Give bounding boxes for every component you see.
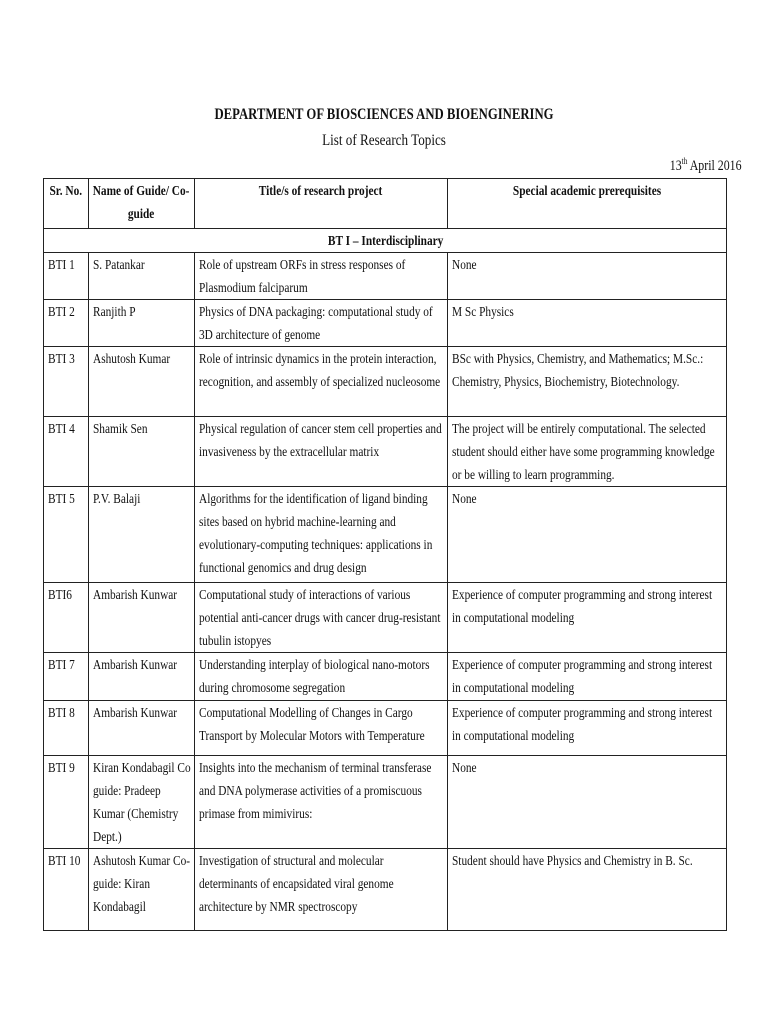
date-suffix: th (682, 156, 688, 166)
table-row (44, 417, 727, 487)
cell-sr: BTI 3 (44, 347, 89, 417)
cell-title: Algorithms for the identification of ligand binding sites based on hybrid machine-learning and evolutionary-computing techniques: applications in functional genomics and drug design (195, 487, 448, 583)
document-subtitle: List of Research Topics (322, 132, 446, 149)
cell-guide: Ambarish Kunwar (89, 653, 195, 701)
cell-guide: Ambarish Kunwar (89, 583, 195, 653)
cell-guide: S. Patankar (89, 253, 195, 300)
table-row (44, 756, 727, 849)
column-header-sr: Sr. No. (44, 179, 89, 229)
cell-sr: BTI 5 (44, 487, 89, 583)
table-row (44, 300, 727, 347)
cell-guide: Kiran Kondabagil Co guide: Pradeep Kumar (Chemistry Dept.) (89, 756, 195, 849)
cell-sr: BTI 8 (44, 701, 89, 756)
table-header-row (44, 179, 727, 229)
cell-title: Role of upstream ORFs in stress responses of Plasmodium falciparum (195, 253, 448, 300)
date-day: 13 (670, 158, 683, 174)
research-topics-table (43, 178, 727, 931)
cell-prereq: Experience of computer programming and strong interest in computational modeling (448, 653, 727, 701)
cell-sr: BTI 7 (44, 653, 89, 701)
table-row (44, 849, 727, 931)
cell-guide: Ranjith P (89, 300, 195, 347)
cell-sr: BTI 2 (44, 300, 89, 347)
cell-title: Role of intrinsic dynamics in the protein interaction, recognition, and assembly of specialized nucleosome (195, 347, 448, 417)
table-row (44, 583, 727, 653)
cell-prereq: None (448, 253, 727, 300)
cell-prereq: M Sc Physics (448, 300, 727, 347)
department-title: DEPARTMENT OF BIOSCIENCES AND BIOENGINERING (214, 106, 554, 123)
cell-guide: Shamik Sen (89, 417, 195, 487)
section-row (44, 229, 727, 253)
cell-prereq: None (448, 756, 727, 849)
table-row (44, 347, 727, 417)
cell-title: Computational study of interactions of various potential anti-cancer drugs with cancer drug-resistant tubulin istopyes (195, 583, 448, 653)
cell-guide: Ambarish Kunwar (89, 701, 195, 756)
cell-sr: BTI6 (44, 583, 89, 653)
cell-prereq: Student should have Physics and Chemistry in B. Sc. (448, 849, 727, 931)
table-row (44, 253, 727, 300)
cell-title: Understanding interplay of biological nano-motors during chromosome segregation (195, 653, 448, 701)
section-label: BT I – Interdisciplinary (44, 229, 727, 253)
cell-sr: BTI 4 (44, 417, 89, 487)
column-header-title: Title/s of research project (195, 179, 448, 229)
table-row (44, 487, 727, 583)
column-header-prereq: Special academic prerequisites (448, 179, 727, 229)
cell-guide: Ashutosh Kumar (89, 347, 195, 417)
table-row (44, 653, 727, 701)
cell-title: Insights into the mechanism of terminal transferase and DNA polymerase activities of a promiscuous primase from mimivirus: (195, 756, 448, 849)
cell-prereq: Experience of computer programming and strong interest in computational modeling (448, 701, 727, 756)
cell-title: Investigation of structural and molecular determinants of encapsidated viral genome architecture by NMR spectroscopy (195, 849, 448, 931)
cell-guide: P.V. Balaji (89, 487, 195, 583)
cell-sr: BTI 10 (44, 849, 89, 931)
cell-prereq: The project will be entirely computational. The selected student should either have some programming knowledge or be willing to learn programming. (448, 417, 727, 487)
cell-title: Physics of DNA packaging: computational study of 3D architecture of genome (195, 300, 448, 347)
table-row (44, 701, 727, 756)
column-header-guide: Name of Guide/ Co-guide (89, 179, 195, 229)
cell-prereq: BSc with Physics, Chemistry, and Mathematics; M.Sc.: Chemistry, Physics, Biochemistry, Biotechnology. (448, 347, 727, 417)
date-month-year: April 2016 (687, 158, 742, 174)
cell-title: Physical regulation of cancer stem cell properties and invasiveness by the extracellular matrix (195, 417, 448, 487)
cell-title: Computational Modelling of Changes in Cargo Transport by Molecular Motors with Temperature (195, 701, 448, 756)
cell-prereq: Experience of computer programming and strong interest in computational modeling (448, 583, 727, 653)
cell-guide: Ashutosh Kumar Co-guide: Kiran Kondabagil (89, 849, 195, 931)
cell-prereq: None (448, 487, 727, 583)
document-date (670, 156, 742, 175)
cell-sr: BTI 9 (44, 756, 89, 849)
cell-sr: BTI 1 (44, 253, 89, 300)
